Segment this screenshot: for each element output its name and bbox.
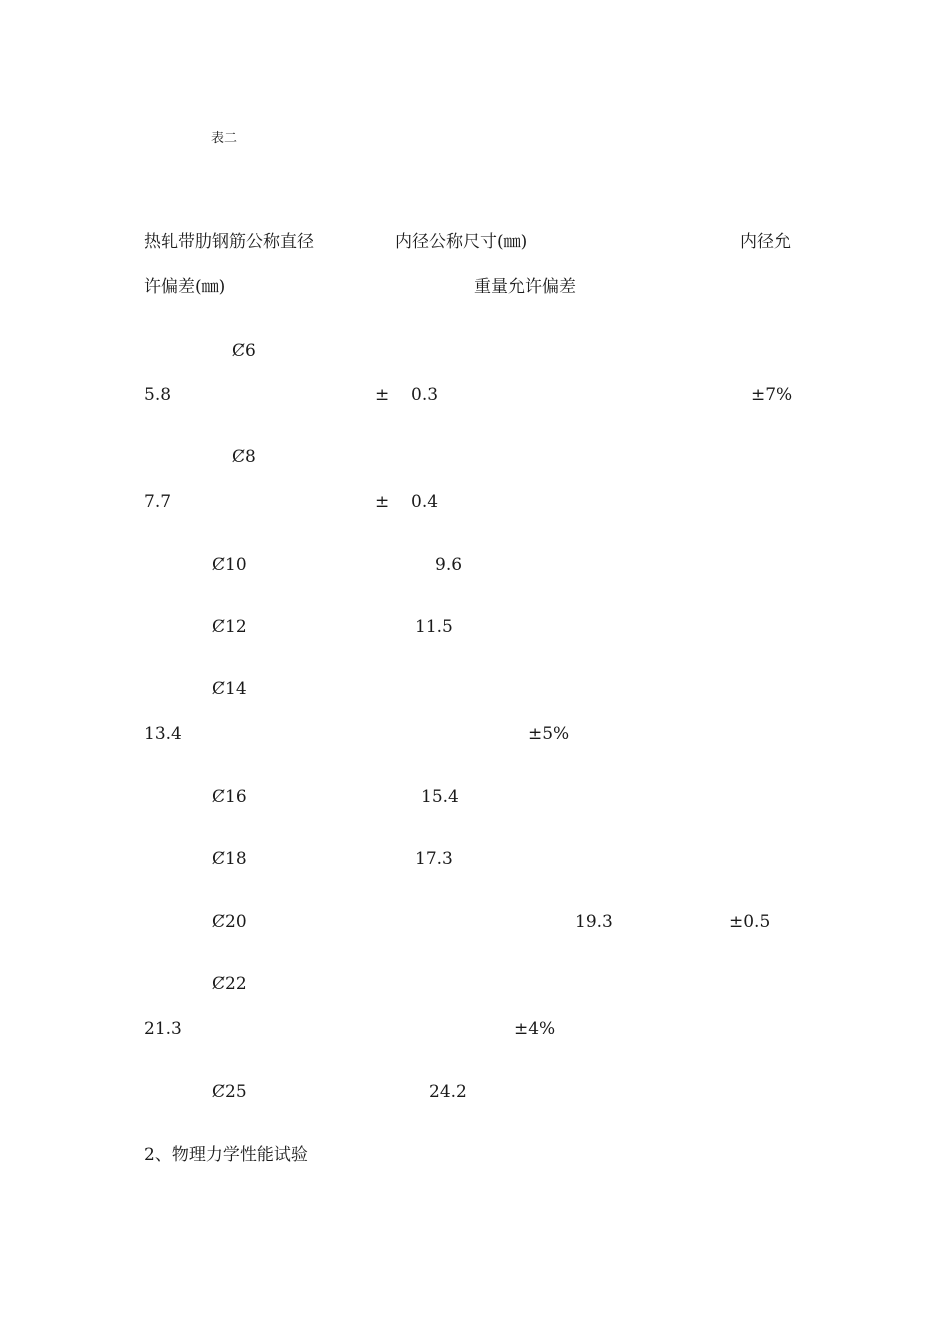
table-row-inner: 21.3 — [144, 1019, 182, 1039]
table-row-diameter: Ȼ10 — [212, 555, 247, 575]
table-row-plusminus: ± — [375, 492, 390, 512]
table-row-inner: 15.4 — [421, 787, 459, 807]
table-row-diameter: Ȼ18 — [212, 849, 247, 869]
table-row-tolerance: ±0.5 — [729, 912, 771, 932]
section-heading: 2、物理力学性能试验 — [144, 1145, 308, 1165]
header-nominal-diameter: 热轧带肋钢筋公称直径 — [144, 232, 314, 252]
table-row-inner: 11.5 — [415, 617, 453, 637]
header-weight-tolerance: 重量允许偏差 — [474, 277, 576, 297]
table-row-inner: 9.6 — [435, 555, 463, 575]
table-row-diameter: Ȼ22 — [212, 974, 247, 994]
table-row-diameter: Ȼ16 — [212, 787, 247, 807]
header-inner-tolerance-part2: 许偏差(㎜) — [144, 277, 226, 297]
table-row-plusminus: ± — [375, 385, 390, 405]
table-row-diameter: Ȼ14 — [212, 679, 247, 699]
table-row-diameter: Ȼ25 — [212, 1082, 247, 1102]
table-row-tolerance: 0.4 — [411, 492, 439, 512]
table-row-diameter: Ȼ20 — [212, 912, 247, 932]
table-row-inner: 19.3 — [575, 912, 613, 932]
table-row-diameter: Ȼ12 — [212, 617, 247, 637]
table-row-diameter: Ȼ8 — [232, 447, 256, 467]
table-row-tolerance: 0.3 — [411, 385, 439, 405]
header-inner-nominal-size: 内径公称尺寸(㎜) — [395, 232, 528, 252]
table-label: 表二 — [211, 131, 238, 146]
table-row-weight: ±4% — [514, 1019, 556, 1039]
table-row-inner: 5.8 — [144, 385, 172, 405]
table-row-diameter: Ȼ6 — [232, 341, 256, 361]
table-row-inner: 7.7 — [144, 492, 172, 512]
table-row-weight: ±5% — [528, 724, 570, 744]
table-row-weight: ±7% — [751, 385, 793, 405]
table-row-inner: 13.4 — [144, 724, 182, 744]
table-row-inner: 24.2 — [429, 1082, 467, 1102]
header-inner-tolerance-part1: 内径允 — [740, 232, 791, 252]
table-row-inner: 17.3 — [415, 849, 453, 869]
